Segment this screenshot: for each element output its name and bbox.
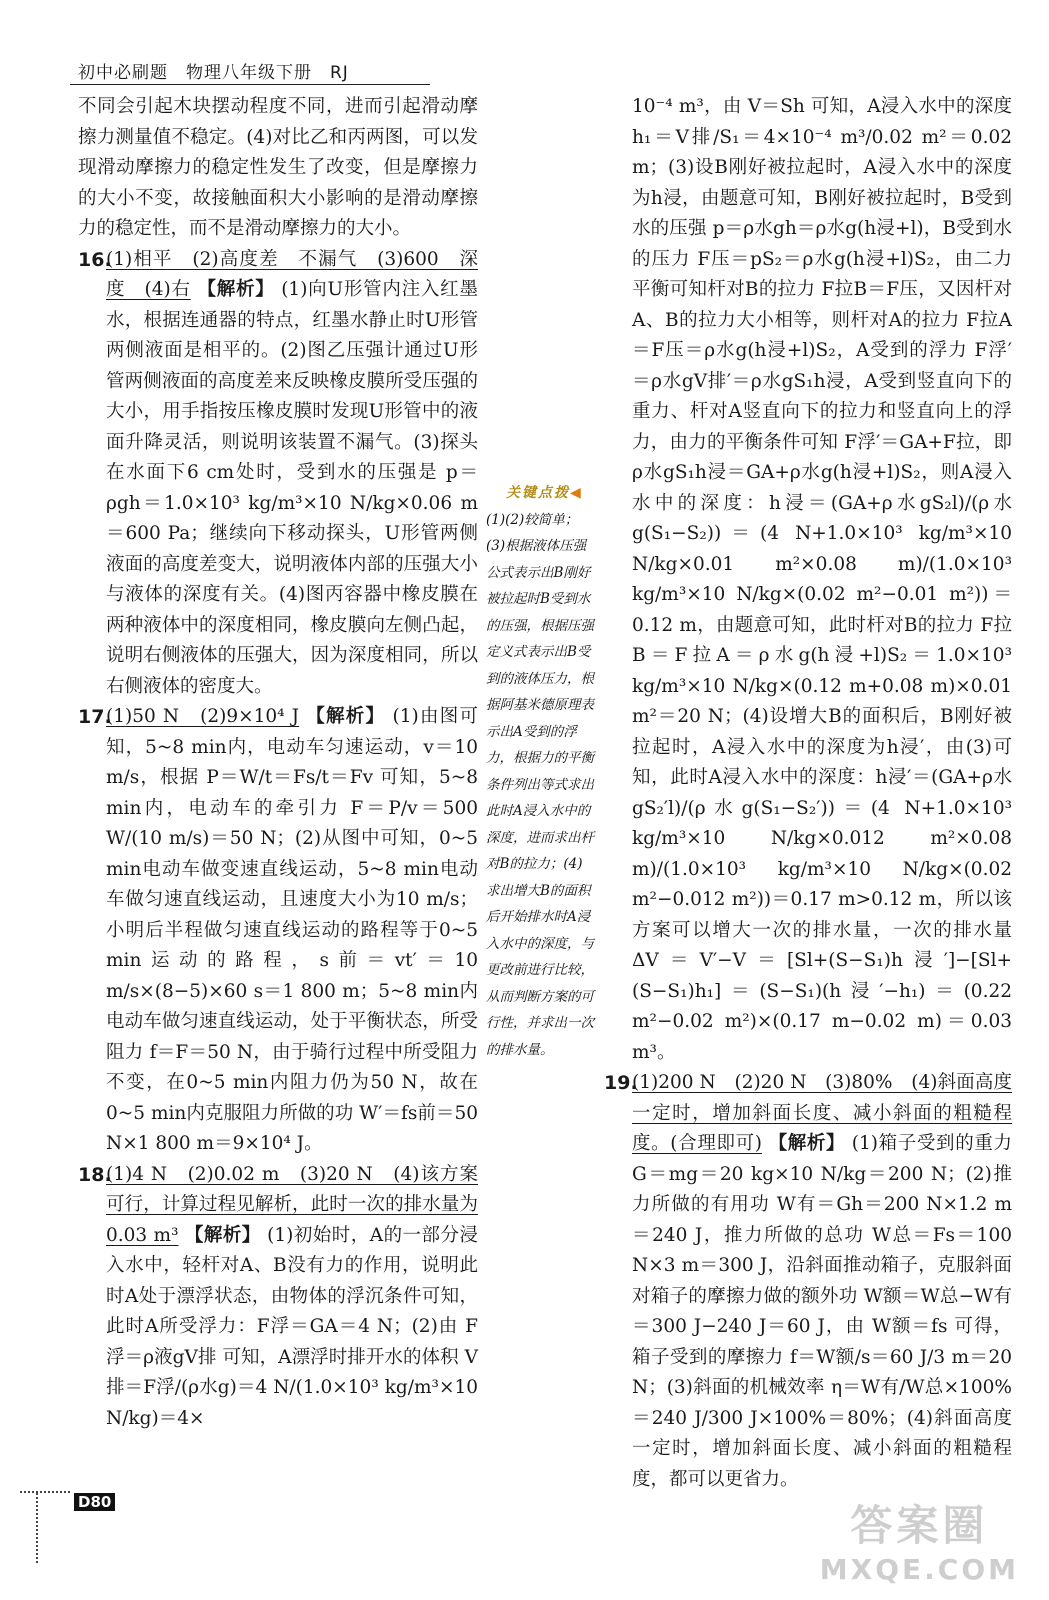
watermark-logo-text: 答案圈	[850, 1501, 989, 1550]
q18-answer: (1)4 N (2)0.02 m (3)20 N (4)该方案可行，计算过程见解析，此时一次的排水量为0.03 m³	[106, 1163, 478, 1246]
q19-analysis: (1)箱子受到的重力 G＝mg＝20 kg×10 N/kg＝200 N；(2)推力所做的有用功 W有＝Gh＝200 N×1.2 m＝240 J，推力所做的总功 W总＝Fs＝100 N×3 m＝300 J，沿斜面推动箱子，克服斜面对箱子的摩擦力做的额外功 W额＝W总−W有＝300 J−240 J＝60 J，由 W额＝fs 可得，箱子受到的摩擦力 f＝W额/s＝60 J/3 m＝20 N；(3)斜面的机械效率 η＝W有/W总×100%＝240 J/300 J×100%＝80%；(4)斜面高度一定时，增加斜面长度、减小斜面的粗糙程度，都可以更省力。	[632, 1133, 1013, 1490]
q19-number: 19.	[604, 1072, 638, 1094]
q19-analysis-tag: 【解析】	[768, 1133, 846, 1154]
q16-analysis-tag: 【解析】	[197, 279, 275, 300]
q17-analysis: (1)由图可知，5~8 min内，电动车匀速运动，v＝10 m/s，根据 P＝W/t＝Fs/t＝Fv 可知，5~8 min内，电动车的牵引力 F＝P/v＝500 W/(10 m/s)＝50 N；(2)从图中可知，0~5 min电动车做变速直线运动，5~8 min电动车做匀速直线运动，且速度大小为10 m/s；小明后半程做匀速直线运动的路程等于0~5 min运动的路程，s前＝vt′＝10 m/s×(8−5)×60 s＝1 800 m；5~8 min内电动车做匀速直线运动，处于平衡状态，所受阻力 f＝F＝50 N，由于骑行过程中所受阻力不变，在0~5 min内阻力仍为50 N，故在0~5 min内克服阻力所做的功 W′＝fs前＝50 N×1 800 m＝9×10⁴ J。	[106, 706, 478, 1154]
q18-analysis-tag: 【解析】	[184, 1224, 261, 1246]
q16-answer: (1)相平 (2)高度差 不漏气 (3)600 深度 (4)右	[106, 248, 478, 300]
footer-dotted-line	[20, 1491, 70, 1493]
page-number: D80	[74, 1493, 115, 1511]
q17-answer: (1)50 N (2)9×10⁴ J	[106, 706, 300, 727]
q16-block	[78, 245, 478, 703]
q19-block	[604, 1068, 1013, 1495]
q16-analysis: (1)向U形管内注入红墨水，根据连通器的特点，红墨水静止时U形管两侧液面是相平的。(2)图乙压强计通过U形管两侧液面的高度差来反映橡皮膜所受压强的大小，用手指按压橡皮膜时发现U形管中的液面升降灵活，则说明该装置不漏气。(3)探头在水面下6 cm处时，受到水的压强是 p＝ρgh＝1.0×10³ kg/m³×10 N/kg×0.06 m＝600 Pa；继续向下移动探头，U形管两侧液面的高度差变大，说明液体内部的压强大小与液体的深度有关。(4)图丙容器中橡皮膜在两种液体中的深度相同，橡皮膜向左侧凸起，说明右侧液体的压强大，因为深度相同，所以右侧液体的密度大。	[106, 279, 478, 697]
q18-number: 18.	[78, 1163, 112, 1186]
q16-number: 16.	[78, 248, 112, 271]
q17-block	[78, 702, 478, 1160]
site-watermark	[820, 1493, 1019, 1586]
header-divider	[70, 84, 430, 85]
watermark-url: MXQE.COM	[819, 1553, 1019, 1586]
q18-analysis: (1)初始时，A的一部分浸入水中，轻杆对A、B没有力的作用，说明此时A处于漂浮状态，由物体的浮沉条件可知，此时A所受浮力：F浮＝GA＝4 N；(2)由 F浮＝ρ液gV排 可知，A漂浮时排开水的体积 V排＝F浮/(ρ水g)＝4 N/(1.0×10³ kg/m³×10 N/kg)＝4×	[106, 1224, 478, 1429]
key-tips-title: 关键点拨◀	[506, 485, 583, 501]
triangle-marker-icon: ◀	[570, 485, 583, 501]
q17-number: 17.	[78, 706, 112, 728]
left-column	[78, 92, 478, 1434]
footer-dotted-corner	[36, 1493, 38, 1563]
q18-continuation: 10⁻⁴ m³，由 V＝Sh 可知，A浸入水中的深度 h₁＝V排/S₁＝4×10⁻⁴ m³/0.02 m²＝0.02 m；(3)设B刚好被拉起时，A浸入水中的深度为h浸，由题意可知，B刚好被拉起时，B受到水的压强 p＝ρ水gh＝ρ水g(h浸+l)，B受到水的压力 F压＝pS₂＝ρ水g(h浸+l)S₂，由二力平衡可知杆对B的拉力 F拉B＝F压，又因杆对A、B的拉力大小相等，则杆对A的拉力 F拉A＝F压＝ρ水g(h浸+l)S₂，A受到的浮力 F浮′＝ρ水gV排′＝ρ水gS₁h浸，A受到竖直向下的重力、杆对A竖直向下的拉力和竖直向上的浮力，由力的平衡条件可知 F浮′＝GA+F拉，即 ρ水gS₁h浸＝GA+ρ水g(h浸+l)S₂，则A浸入水中的深度：h浸＝(GA+ρ水gS₂l)/(ρ水g(S₁−S₂))＝(4 N+1.0×10³ kg/m³×10 N/kg×0.01 m²×0.08 m)/(1.0×10³ kg/m³×10 N/kg×(0.02 m²−0.01 m²))＝0.12 m，由题意可知，此时杆对B的拉力 F拉B＝F拉A＝ρ水g(h浸+l)S₂＝1.0×10³ kg/m³×10 N/kg×(0.12 m+0.08 m)×0.01 m²＝20 N；(4)设增大B的面积后，B刚好被拉起时，A浸入水中的深度为h浸′，由(3)可知，此时A浸入水中的深度：h浸′＝(GA+ρ水gS₂′l)/(ρ水g(S₁−S₂′))＝(4 N+1.0×10³ kg/m³×10 N/kg×0.012 m²×0.08 m)/(1.0×10³ kg/m³×10 N/kg×(0.02 m²−0.012 m²))＝0.17 m>0.12 m，所以该方案可以增大一次的排水量，一次的排水量 ΔV＝V′−V＝[Sl+(S−S₁)h浸′]−[Sl+(S−S₁)h₁]＝(S−S₁)(h浸′−h₁)＝(0.22 m²−0.02 m²)×(0.17 m−0.02 m)＝0.03 m³。	[632, 96, 1012, 1063]
q17-analysis-tag: 【解析】	[306, 706, 386, 727]
q15-continuation: 不同会引起木块摆动程度不同，进而引起滑动摩擦力测量值不稳定。(4)对比乙和丙两图，可以发现滑动摩擦力的稳定性发生了改变，但是摩擦力的大小不变，故接触面积大小影响的是滑动摩擦力的稳定性，而不是滑动摩擦力的大小。	[78, 96, 478, 239]
key-tips-body: (1)(2)较简单；(3)根据液体压强公式表示出B刚好被拉起时B受到水的压强，根据压强定义式表示出B受到的液体压力，根据阿基米德原理表示出A受到的浮力，根据力的平衡条件列出等式求出此时A浸入水中的深度，进而求出杆对B的拉力；(4)求出增大B的面积后开始排水时A浸入水中的深度，与更改前进行比较，从而判断方案的可行性，并求出一次的排水量。	[486, 511, 594, 1058]
q19-answer: (1)200 N (2)20 N (3)80% (4)斜面高度一定时，增加斜面长度、减小斜面的粗糙程度。(合理即可)	[632, 1072, 1012, 1154]
key-tips-sidebar	[486, 480, 596, 1063]
right-column	[604, 92, 1013, 1495]
q18-block	[78, 1160, 478, 1435]
running-header: 初中必刷题 物理八年级下册 RJ	[78, 63, 349, 83]
